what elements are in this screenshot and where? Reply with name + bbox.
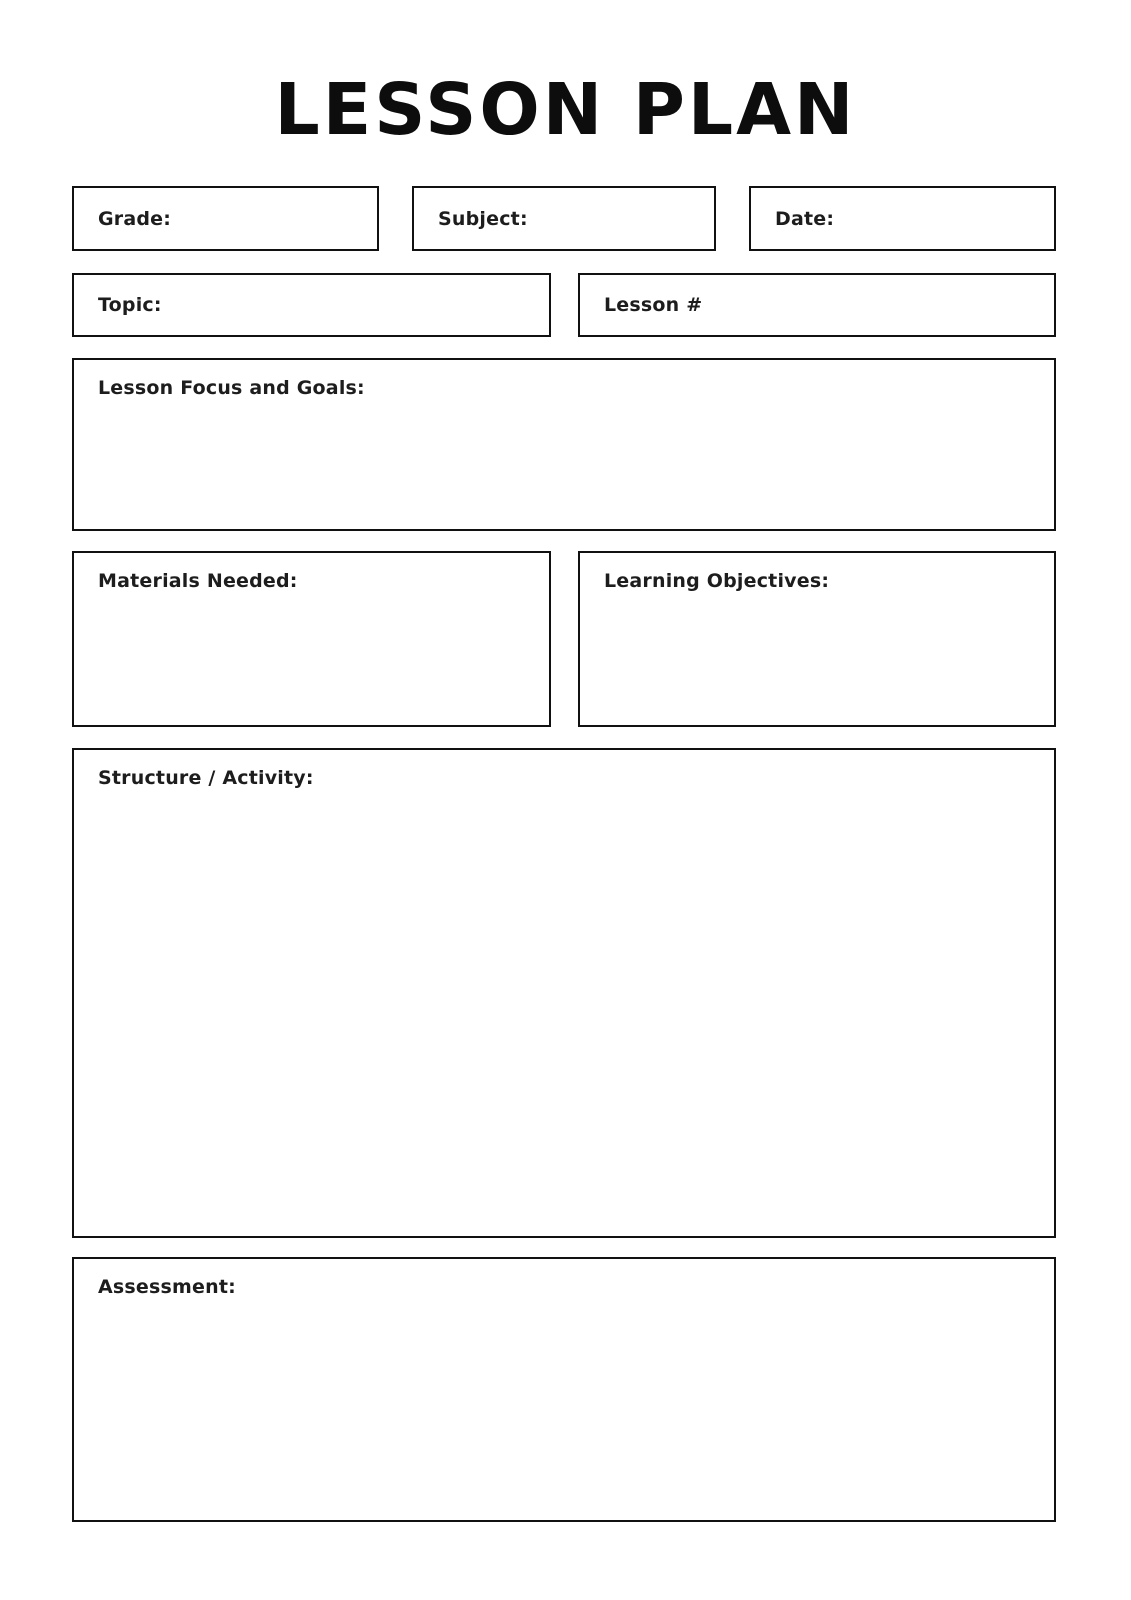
lesson-number-field[interactable] <box>578 273 1056 337</box>
learning-objectives-field[interactable] <box>578 551 1056 727</box>
assessment-field[interactable] <box>72 1257 1056 1522</box>
date-label: Date: <box>775 207 835 230</box>
lesson-number-label: Lesson # <box>604 294 703 316</box>
topic-label: Topic: <box>98 294 162 316</box>
assessment-label: Assessment: <box>98 1276 236 1298</box>
grade-field[interactable] <box>72 186 379 251</box>
topic-field[interactable] <box>72 273 551 337</box>
structure-activity-label: Structure / Activity: <box>98 767 314 789</box>
lesson-focus-goals-field[interactable] <box>72 358 1056 531</box>
lesson-focus-goals-label: Lesson Focus and Goals: <box>98 377 365 399</box>
materials-needed-field[interactable] <box>72 551 551 727</box>
subject-label: Subject: <box>438 207 528 230</box>
learning-objectives-label: Learning Objectives: <box>604 570 830 592</box>
subject-field[interactable] <box>412 186 716 251</box>
structure-activity-field[interactable] <box>72 748 1056 1238</box>
page-title: LESSON PLAN <box>274 68 857 151</box>
date-field[interactable] <box>749 186 1056 251</box>
materials-needed-label: Materials Needed: <box>98 570 298 592</box>
grade-label: Grade: <box>98 207 172 230</box>
